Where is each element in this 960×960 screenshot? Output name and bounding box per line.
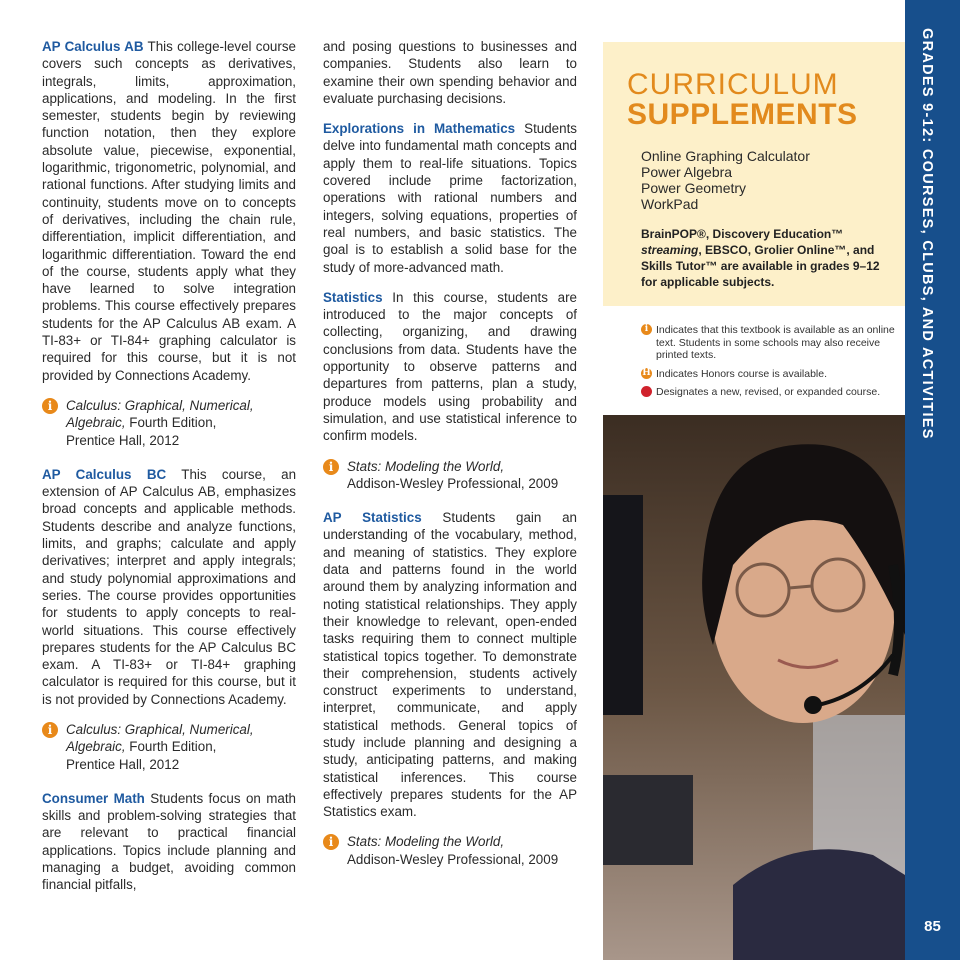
course-description: Students focus on math skills and problem-solving strategies that are relevant to practical financial applications. Topics include planning and managing a budget, avoiding common financial pitfalls,	[42, 790, 297, 893]
course-description: This course, an extension of AP Calculus AB, emphasizes broad concepts and applicable methods. Students describe and analyze functions, limits, and graphs; calculate and apply derivatives; interpret and apply integrals; and study polynomial approximations and series. The course provides opportunities for students to apply concepts to real-world situations. This course effectively prepares students for the AP Calculus BC exam. A TI-83+ or TI-84+ graphing calculator is required for this course, but it is not provided by Connections Academy.	[42, 466, 297, 707]
course-ap-calculus-ab	[42, 38, 296, 384]
textbook-reference	[323, 833, 577, 868]
supplement-item: WorkPad	[641, 196, 699, 212]
student-with-headset-image	[603, 415, 905, 960]
section-sidebar	[905, 0, 960, 960]
supplements-note: BrainPOP®, Discovery Education™ streaming, EBSCO, Grolier Online™, and Skills Tutor™ are available in grades 9–12 for applicable subjects.	[641, 227, 880, 289]
legend-textbook	[641, 324, 903, 362]
new-course-dot-icon	[641, 386, 652, 397]
honors-icon: H	[642, 367, 651, 378]
course-ap-statistics	[323, 509, 577, 820]
textbook-edition: Fourth Edition,	[129, 739, 217, 755]
course-statistics	[323, 289, 577, 445]
legend-honors	[641, 368, 903, 381]
online-textbook-icon: i	[323, 834, 339, 850]
supplement-item: Power Algebra	[641, 164, 733, 180]
course-title: Consumer Math	[42, 790, 145, 806]
student-photo	[603, 415, 905, 960]
legend-textbook-text: Indicates that this textbook is available as an online text. Students in some schools may also receive printed texts.	[656, 324, 895, 361]
textbook-title: Calculus: Graphical, Numerical, Algebraic,	[66, 721, 254, 755]
course-title: AP Calculus BC	[42, 466, 167, 482]
textbook-publisher: Prentice Hall, 2012	[66, 756, 180, 772]
textbook-title: Calculus: Graphical, Numerical, Algebraic,	[66, 397, 254, 431]
online-textbook-icon: i	[641, 324, 652, 335]
course-explorations-in-mathematics	[323, 120, 577, 276]
course-description: Students delve into fundamental math concepts and apply them to real-life situations. Topics covered include prime factorization, operations with rational numbers and integers, solving equations, properties of real numbers, and basic statistics. The goal is to establish a solid base for the study of more-advanced math.	[323, 121, 577, 275]
online-textbook-icon: i	[42, 398, 58, 414]
course-title: Statistics	[323, 289, 383, 305]
course-title: AP Statistics	[323, 510, 422, 526]
course-description: This college-level course covers such concepts as derivatives, integrals, limits, approximation, applications, and modeling. In the first semester, students begin by reviewing function notation, then they explore absolute value, piecewise, exponential, logarithmic, trigonometric, polynomial, and rational functions. After studying limits and continuity, students move on to concepts of derivatives, including the chain rule, differentiation, implicit differentiation, and logarithmic differentiation. Toward the end of the course, students apply what they have learned to solve integration problems. This course effectively prepares students for the AP Calculus AB exam. A TI-83+ or TI-84+ graphing calculator is required for this course, but it is not provided by Connections Academy.	[42, 39, 296, 383]
textbook-reference	[42, 721, 296, 773]
curriculum-supplements-box	[603, 42, 905, 306]
textbook-edition: Fourth Edition,	[129, 415, 217, 431]
page-number: 85	[924, 918, 941, 935]
legend-honors-text: Indicates Honors course is available.	[656, 367, 828, 380]
supplements-heading-line2: SUPPLEMENTS	[627, 98, 858, 131]
course-title: AP Calculus AB	[42, 39, 144, 54]
textbook-reference	[323, 458, 577, 493]
online-textbook-icon: i	[42, 722, 58, 738]
course-title: Explorations in Mathematics	[323, 121, 516, 137]
legend-new-text: Designates a new, revised, or expanded course.	[656, 386, 881, 398]
course-description: In this course, students are introduced to the major concepts of collecting, organizing, and drawing conclusions from data. Students have the opportunity to observe patterns and departures from patterns, plan a study, produce models using probability and simulation, and use statistical inference to confirm models.	[323, 289, 577, 444]
icon-legend	[641, 324, 903, 405]
course-ap-calculus-bc	[42, 466, 296, 708]
textbook-reference	[42, 397, 296, 449]
course-description: Students gain an understanding of the vocabulary, method, and meaning of statistics. They explore data and patterns found in the world around them by analyzing information and noting statistical relationships. They apply their knowledge to relevant, open-ended tasks requiring them to connect multiple statistical topics together. To demonstrate their comprehension, students actively construct experiments to understand, interpret, communicate, and apply statistical methods. General topics of study include planning and designing a study, anticipating patterns, and making statistical inferences. This course effectively prepares students for the AP Statistics exam.	[323, 510, 577, 820]
textbook-title: Stats: Modeling the World,	[347, 834, 505, 850]
supplements-list	[641, 148, 810, 212]
supplement-item: Power Geometry	[641, 180, 747, 196]
supplements-heading-line1: CURRICULUM	[627, 68, 839, 101]
section-title: GRADES 9-12: COURSES, CLUBS, AND ACTIVITIES	[919, 28, 935, 440]
supplement-item: Online Graphing Calculator	[641, 148, 810, 164]
column-middle	[323, 38, 577, 885]
textbook-publisher: Prentice Hall, 2012	[66, 432, 180, 448]
textbook-publisher: Addison-Wesley Professional, 2009	[347, 851, 559, 867]
textbook-publisher: Addison-Wesley Professional, 2009	[347, 475, 559, 491]
textbook-title: Stats: Modeling the World,	[347, 458, 505, 474]
course-consumer-math-continued: and posing questions to businesses and companies. Students also learn to examine their own spending behavior and evaluate purchasing decisions.	[323, 39, 577, 106]
legend-new-course	[641, 386, 903, 399]
online-textbook-icon: i	[323, 459, 339, 475]
course-consumer-math	[42, 790, 296, 894]
column-left	[42, 38, 296, 907]
